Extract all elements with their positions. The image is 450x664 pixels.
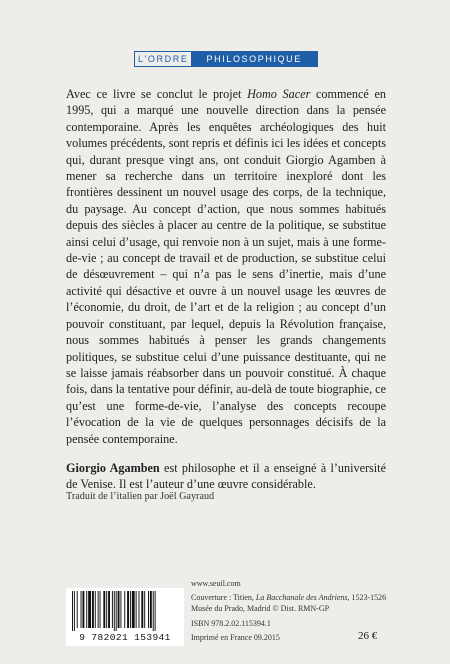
barcode-bar xyxy=(95,591,96,628)
cover-credit-line1 xyxy=(191,592,391,603)
barcode-bar xyxy=(118,591,120,628)
barcode-bar xyxy=(103,591,105,628)
printed-info: Imprimé en France 09.2015 xyxy=(191,633,280,642)
author-name: Giorgio Agamben xyxy=(66,460,160,475)
blurb-paragraph xyxy=(66,86,386,447)
book-project-title: Homo Sacer xyxy=(247,87,311,101)
isbn: ISBN 978.2.02.115394.1 xyxy=(191,619,271,628)
barcode-bar xyxy=(72,591,73,631)
price: 26 € xyxy=(358,630,378,642)
blurb-part2: commencé en 1995, qui a marqué une nouvelle direction dans la pensée contemporaine. Après les enquêtes archéologiques des huit volumes précédents, sont repris et définis ici les idées et concepts qui, durant presque vingt ans, ont conduit Giorgio Agamben à mener sa recherche dans un territoire inexploré dont les frontières dessinent un nouvel usage des corps, de la technique, du paysage. Au concept d’action, que nous sommes habitués depuis des siècles à placer au centre de la politique, se substitue ainsi celui d’usage, qui renvoie non à un sujet, mais à une forme-de-vie ; au concept de travail et de production, se substitue celui de désœuvrement – qui n’a pas le sens d’inertie, mais d’une activité qui désactive et ouvre à un nouvel usage les œuvres de l’économie, du droit, de l’art et de la religion ; au concept d’un pouvoir constituant, par lequel, depuis la Révolution française, nous sommes habitués à penser les grands changements politiques, se substitue celui d’une puissance destituante, qui ne se laisse jamais réabsorber dans un pouvoir constitué. À chaque fois, dans la tentative pour définir, au-delà de toute biographie, ce qu’est une forme-de-vie, l’analyse des concepts recoupe l’évocation de la vie de quelques personnages décisifs de la pensée contemporaine. xyxy=(66,87,386,446)
cover-credit-suffix: , 1523-1526 xyxy=(347,593,387,602)
barcode-bar xyxy=(100,591,101,628)
barcode-bar xyxy=(139,591,140,628)
barcode-bar xyxy=(88,591,91,628)
barcode-bars xyxy=(72,591,178,631)
blurb-part1: Avec ce livre se conclut le projet xyxy=(66,87,248,101)
barcode-bar xyxy=(116,591,117,631)
barcode-bar xyxy=(148,591,149,628)
barcode-bar xyxy=(112,591,113,628)
barcode-bar xyxy=(82,591,84,628)
barcode-bar xyxy=(141,591,143,628)
barcode-bar xyxy=(98,591,99,628)
barcode-bar xyxy=(81,591,82,628)
barcode-bar xyxy=(106,591,107,628)
barcode-bar xyxy=(130,591,131,628)
translator-credit: Traduit de l’italien par Joël Gayraud xyxy=(66,491,215,502)
barcode-bar xyxy=(92,591,94,628)
bio-text: est philosophe et il a enseigné à l’université de Venise. Il est l’auteur d’une œuvre considérable. xyxy=(66,460,386,492)
blurb xyxy=(66,86,386,493)
author-bio xyxy=(66,460,386,493)
series-banner xyxy=(134,51,318,67)
barcode-bar xyxy=(86,591,87,628)
barcode-bar xyxy=(127,591,129,628)
publisher-website: www.seuil.com xyxy=(191,579,241,588)
barcode-bar xyxy=(108,591,110,628)
series-name: PHILOSOPHIQUE xyxy=(191,52,317,66)
barcode-bar xyxy=(74,591,75,631)
barcode-bar xyxy=(155,591,156,631)
barcode-bar xyxy=(150,591,152,628)
barcode-bar xyxy=(144,591,145,628)
cover-credit-prefix: Couverture : Titien, xyxy=(191,593,256,602)
series-prefix: L'ORDRE xyxy=(135,52,191,66)
barcode-bar xyxy=(120,591,121,628)
barcode-digits: 9 782021 153941 xyxy=(79,632,171,643)
barcode-bar xyxy=(114,591,115,631)
barcode-bar xyxy=(153,591,154,631)
barcode-bar xyxy=(132,591,135,628)
barcode-bar xyxy=(136,591,137,628)
cover-credit xyxy=(191,592,391,614)
barcode xyxy=(66,588,184,646)
cover-credit-line2: Musée du Prado, Madrid © Dist. RMN-GP xyxy=(191,604,330,613)
cover-artwork-title: La Bacchanale des Andriens xyxy=(255,593,348,602)
barcode-bar xyxy=(77,591,78,628)
barcode-bar xyxy=(124,591,125,628)
